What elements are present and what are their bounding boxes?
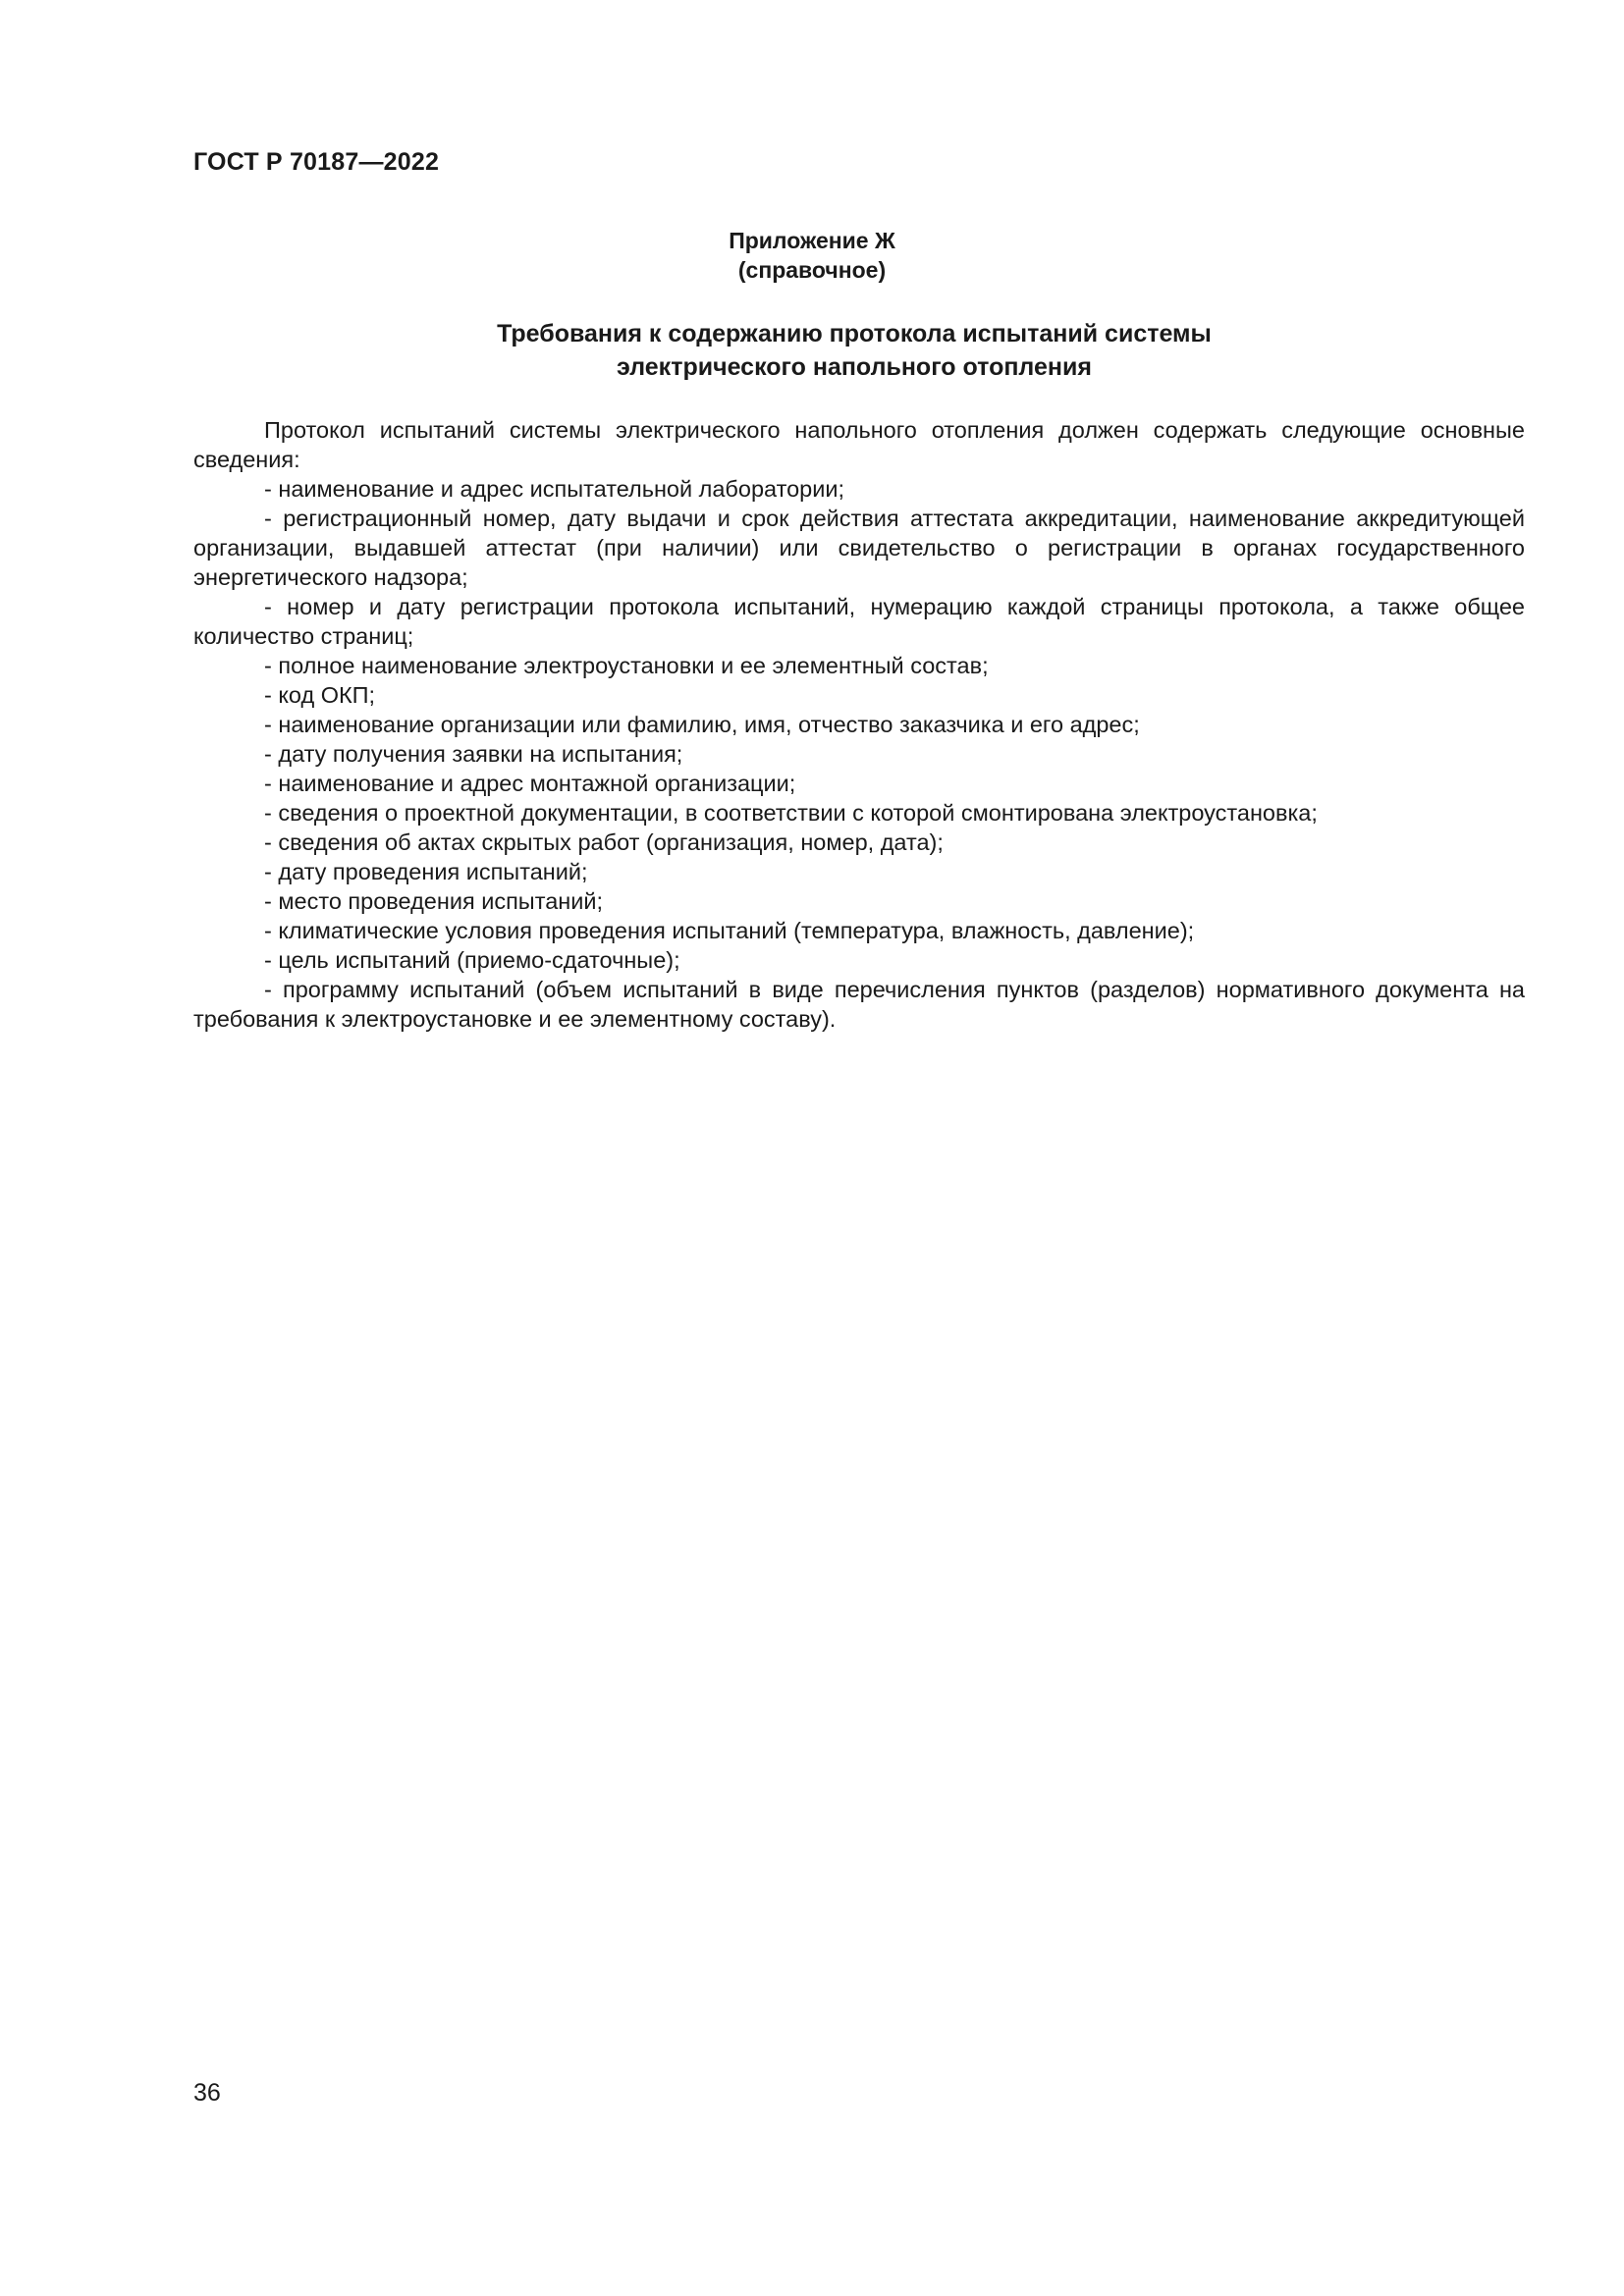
list-item: - цель испытаний (приемо-сдаточные); xyxy=(264,947,680,973)
list-item: - климатические условия проведения испытаний (температура, влажность, давление); xyxy=(264,918,1195,943)
list-item: - регистрационный номер, дату выдачи и срок действия аттестата аккредитации, наименование аккредитующей организации, выдавшей аттестат (при наличии) или свидетельство о регистрации в органах государственного энергетического надзора; xyxy=(193,506,1525,590)
list-item: - номер и дату регистрации протокола испытаний, нумерацию каждой страницы протокола, а также общее количество страниц; xyxy=(193,594,1525,649)
list-item: - место проведения испытаний; xyxy=(264,888,604,914)
annex-title-line-1: Требования к содержанию протокола испытаний системы xyxy=(497,320,1212,347)
list-item: - дату получения заявки на испытания; xyxy=(264,741,683,767)
list-item: - наименование организации или фамилию, имя, отчество заказчика и его адрес; xyxy=(264,712,1140,737)
list-item: - дату проведения испытаний; xyxy=(264,859,588,884)
list-item: - код ОКП; xyxy=(264,682,376,708)
page-number: 36 xyxy=(193,2079,221,2107)
list-item: - полное наименование электроустановки и ее элементный состав; xyxy=(264,653,989,678)
body-text xyxy=(193,415,1525,1034)
intro-paragraph: Протокол испытаний системы электрического напольного отопления должен содержать следующие основные сведения: xyxy=(193,417,1525,472)
list-item: - сведения о проектной документации, в соответствии с которой смонтирована электроустановка; xyxy=(264,800,1318,826)
annex-status: (справочное) xyxy=(737,257,887,283)
annex-title-line-2: электрического напольного отопления xyxy=(617,353,1092,381)
standard-code: ГОСТ Р 70187—2022 xyxy=(193,148,440,176)
list-item: - наименование и адрес испытательной лаборатории; xyxy=(264,476,844,502)
annex-label: Приложение Ж xyxy=(729,228,895,253)
annex-heading xyxy=(0,226,1624,285)
list-item: - программу испытаний (объем испытаний в виде перечисления пунктов (разделов) нормативного документа на требования к электроустановке и ее элементному составу). xyxy=(193,977,1525,1032)
list-item: - сведения об актах скрытых работ (организация, номер, дата); xyxy=(264,829,944,855)
annex-title xyxy=(0,317,1624,384)
list-item: - наименование и адрес монтажной организации; xyxy=(264,771,796,796)
